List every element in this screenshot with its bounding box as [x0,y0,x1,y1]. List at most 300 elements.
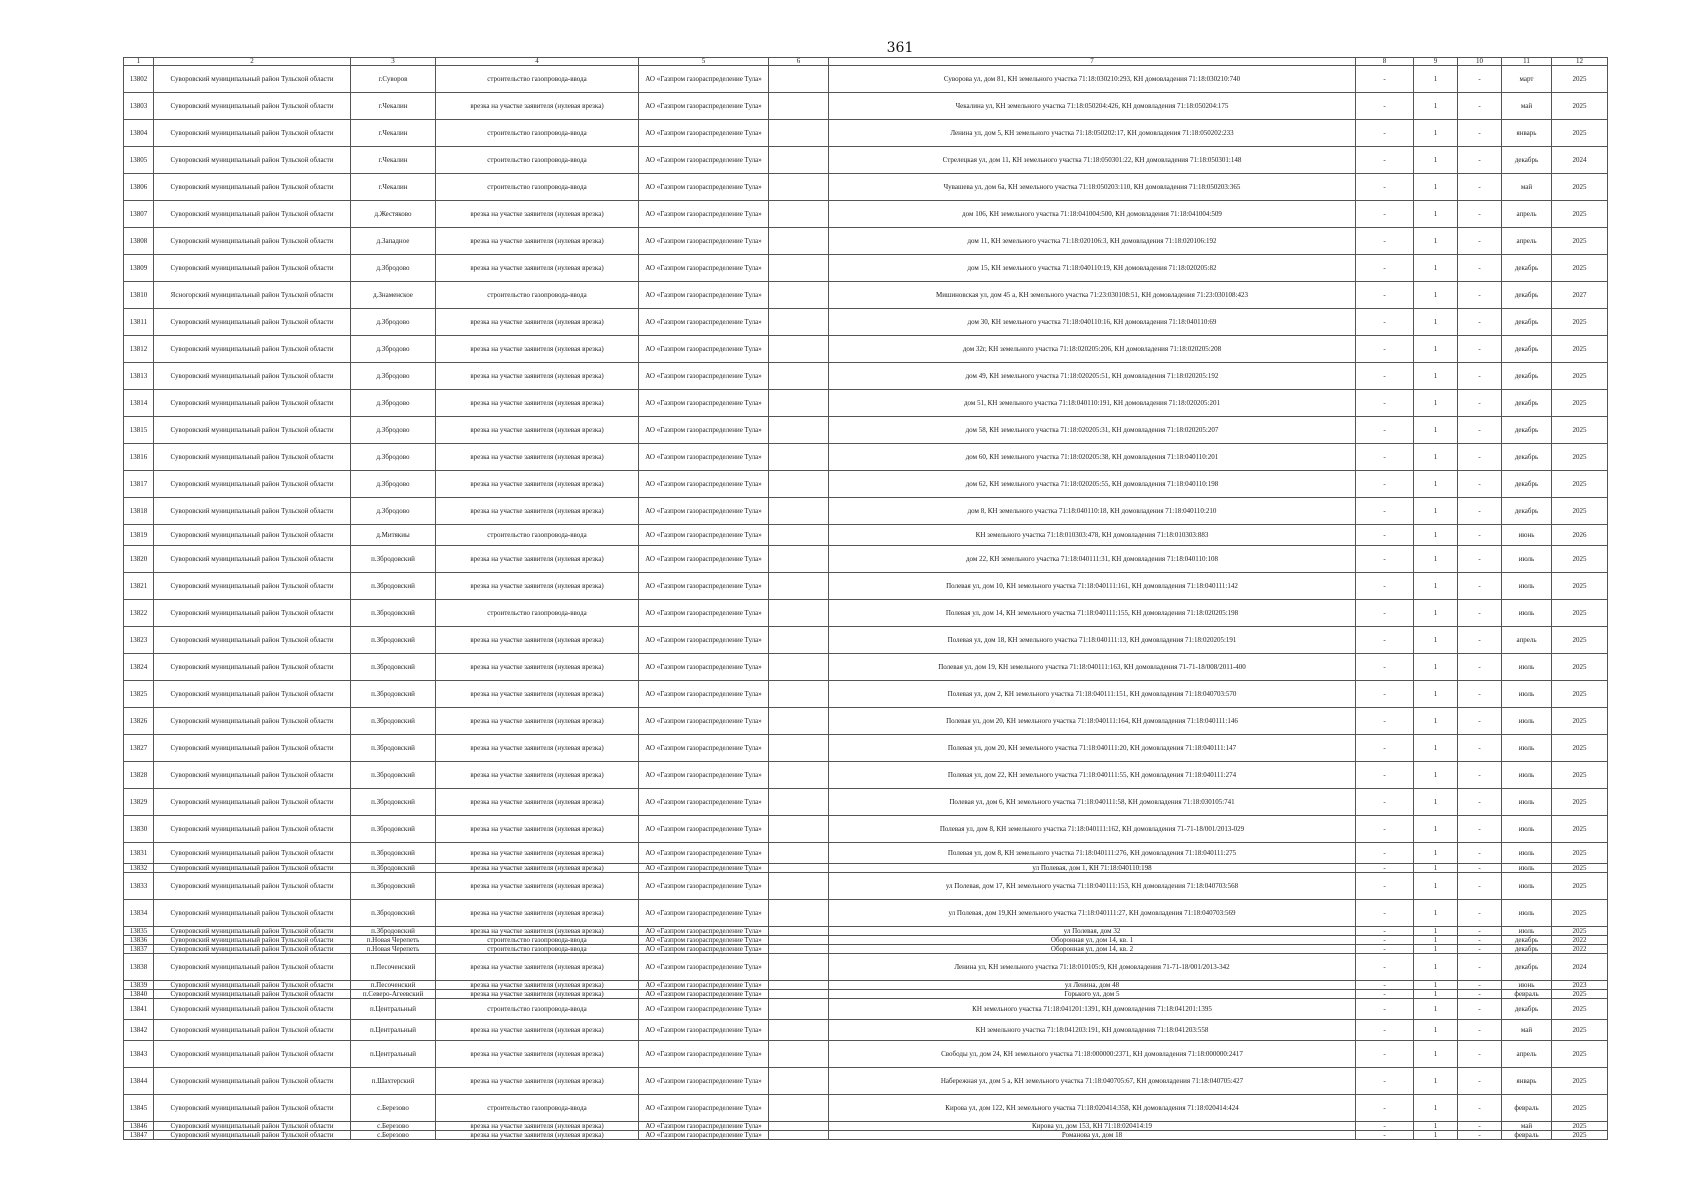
organization-cell: АО «Газпром газораспределение Тула» [639,654,769,681]
col8-cell: - [1356,843,1414,864]
quantity-cell: 1 [1414,981,1458,990]
organization-cell: АО «Газпром газораспределение Тула» [639,255,769,282]
district-cell: Суворовский муниципальный район Тульской области [154,174,351,201]
quantity-cell: 1 [1414,363,1458,390]
request-id-cell [769,309,829,336]
table-row [124,471,1608,498]
quantity-cell: 1 [1414,1095,1458,1122]
settlement-cell: д.Збродово [351,309,436,336]
table-row [124,201,1608,228]
address-cell: дом 22, КН земельного участка 71:18:040111:31, КН домовладения 71:18:040110:108 [829,546,1356,573]
address-cell: Оборонная ул, дом 14, кв. 2 [829,945,1356,954]
organization-cell: АО «Газпром газораспределение Тула» [639,228,769,255]
col8-cell: - [1356,735,1414,762]
settlement-cell: п.Центральный [351,999,436,1020]
settlement-cell: д.Збродово [351,417,436,444]
district-cell: Суворовский муниципальный район Тульской области [154,945,351,954]
request-id-cell [769,900,829,927]
month-cell: июль [1502,708,1552,735]
year-cell: 2025 [1552,573,1608,600]
settlement-cell: д.Збродово [351,471,436,498]
organization-cell: АО «Газпром газораспределение Тула» [639,843,769,864]
work-type-cell: врезка на участке заявителя (нулевая врезка) [436,93,639,120]
work-type-cell: строительство газопровода-ввода [436,174,639,201]
col8-cell: - [1356,147,1414,174]
record-number: 13847 [124,1131,154,1140]
settlement-cell: п.Збродовский [351,864,436,873]
work-type-cell: врезка на участке заявителя (нулевая врезка) [436,1122,639,1131]
col8-cell: - [1356,93,1414,120]
quantity-cell: 1 [1414,1131,1458,1140]
work-type-cell: врезка на участке заявителя (нулевая врезка) [436,471,639,498]
col8-cell: - [1356,936,1414,945]
col10-cell: - [1458,525,1502,546]
col10-cell: - [1458,735,1502,762]
settlement-cell: с.Березово [351,1131,436,1140]
address-cell: Полевая ул, дом 22, КН земельного участка 71:18:040111:55, КН домовладения 71:18:040111:274 [829,762,1356,789]
district-cell: Суворовский муниципальный район Тульской области [154,735,351,762]
quantity-cell: 1 [1414,390,1458,417]
district-cell: Суворовский муниципальный район Тульской области [154,789,351,816]
settlement-cell: д.Збродово [351,363,436,390]
organization-cell: АО «Газпром газораспределение Тула» [639,873,769,900]
organization-cell: АО «Газпром газораспределение Тула» [639,789,769,816]
settlement-cell: п.Збродовский [351,708,436,735]
year-cell: 2025 [1552,120,1608,147]
organization-cell: АО «Газпром газораспределение Тула» [639,681,769,708]
col8-cell: - [1356,954,1414,981]
organization-cell: АО «Газпром газораспределение Тула» [639,525,769,546]
record-number: 13834 [124,900,154,927]
col10-cell: - [1458,1095,1502,1122]
table-row [124,336,1608,363]
request-id-cell [769,336,829,363]
record-number: 13825 [124,681,154,708]
settlement-cell: г.Чекалин [351,147,436,174]
record-number: 13838 [124,954,154,981]
col8-cell: - [1356,1041,1414,1068]
address-cell: дом 15, КН земельного участка 71:18:040110:19, КН домовладения 71:18:020205:82 [829,255,1356,282]
address-cell: Ленина ул, КН земельного участка 71:18:010105:9, КН домовладения 71-71-18/001/2013-342 [829,954,1356,981]
work-type-cell: врезка на участке заявителя (нулевая врезка) [436,228,639,255]
settlement-cell: п.Северо-Агеевский [351,990,436,999]
month-cell: декабрь [1502,309,1552,336]
request-id-cell [769,789,829,816]
address-cell: Чекалина ул, КН земельного участка 71:18:050204:426, КН домовладения 71:18:050204:175 [829,93,1356,120]
col8-cell: - [1356,627,1414,654]
settlement-cell: п.Новая Черепеть [351,945,436,954]
quantity-cell: 1 [1414,282,1458,309]
quantity-cell: 1 [1414,735,1458,762]
quantity-cell: 1 [1414,336,1458,363]
col10-cell: - [1458,789,1502,816]
work-type-cell: строительство газопровода-ввода [436,282,639,309]
month-cell: декабрь [1502,936,1552,945]
month-cell: май [1502,93,1552,120]
year-cell: 2025 [1552,471,1608,498]
year-cell: 2025 [1552,363,1608,390]
work-type-cell: строительство газопровода-ввода [436,147,639,174]
table-row [124,66,1608,93]
request-id-cell [769,1095,829,1122]
col10-cell: - [1458,990,1502,999]
record-number: 13816 [124,444,154,471]
month-cell: июль [1502,546,1552,573]
col-header: 12 [1552,58,1608,66]
month-cell: июль [1502,927,1552,936]
register-table [123,57,1608,1140]
work-type-cell: врезка на участке заявителя (нулевая врезка) [436,816,639,843]
table-row [124,654,1608,681]
record-number: 13836 [124,936,154,945]
address-cell: Чувашева ул, дом 6а, КН земельного участка 71:18:050203:110, КН домовладения 71:18:050203:365 [829,174,1356,201]
address-cell: дом 49, КН земельного участка 71:18:020205:51, КН домовладения 71:18:020205:192 [829,363,1356,390]
col10-cell: - [1458,981,1502,990]
month-cell: декабрь [1502,147,1552,174]
quantity-cell: 1 [1414,762,1458,789]
year-cell: 2025 [1552,66,1608,93]
table-row [124,873,1608,900]
table-row [124,681,1608,708]
col-header: 5 [639,58,769,66]
address-cell: ул Ленина, дом 48 [829,981,1356,990]
table-row [124,789,1608,816]
request-id-cell [769,498,829,525]
col10-cell: - [1458,1020,1502,1041]
settlement-cell: г.Чекалин [351,120,436,147]
col10-cell: - [1458,390,1502,417]
month-cell: июль [1502,900,1552,927]
address-cell: дом 11, КН земельного участка 71:18:020106:3, КН домовладения 71:18:020106:192 [829,228,1356,255]
col8-cell: - [1356,1122,1414,1131]
record-number: 13817 [124,471,154,498]
col10-cell: - [1458,1122,1502,1131]
address-cell: Полевая ул, дом 10, КН земельного участка 71:18:040111:161, КН домовладения 71:18:040111:142 [829,573,1356,600]
month-cell: декабрь [1502,390,1552,417]
district-cell: Суворовский муниципальный район Тульской области [154,147,351,174]
record-number: 13831 [124,843,154,864]
address-cell: дом 8, КН земельного участка 71:18:040110:18, КН домовладения 71:18:040110:210 [829,498,1356,525]
year-cell: 2025 [1552,1131,1608,1140]
year-cell: 2025 [1552,654,1608,681]
record-number: 13846 [124,1122,154,1131]
quantity-cell: 1 [1414,627,1458,654]
table-row [124,546,1608,573]
address-cell: Полевая ул, дом 6, КН земельного участка 71:18:040111:58, КН домовладения 71:18:030105:741 [829,789,1356,816]
settlement-cell: п.Збродовский [351,546,436,573]
organization-cell: АО «Газпром газораспределение Тула» [639,999,769,1020]
quantity-cell: 1 [1414,873,1458,900]
district-cell: Суворовский муниципальный район Тульской области [154,1095,351,1122]
work-type-cell: врезка на участке заявителя (нулевая врезка) [436,981,639,990]
request-id-cell [769,1068,829,1095]
organization-cell: АО «Газпром газораспределение Тула» [639,735,769,762]
district-cell: Суворовский муниципальный район Тульской области [154,525,351,546]
record-number: 13805 [124,147,154,174]
organization-cell: АО «Газпром газораспределение Тула» [639,66,769,93]
quantity-cell: 1 [1414,945,1458,954]
request-id-cell [769,816,829,843]
table-row [124,573,1608,600]
request-id-cell [769,525,829,546]
col10-cell: - [1458,573,1502,600]
request-id-cell [769,927,829,936]
settlement-cell: д.Збродово [351,444,436,471]
col-header: 6 [769,58,829,66]
record-number: 13823 [124,627,154,654]
work-type-cell: врезка на участке заявителя (нулевая врезка) [436,843,639,864]
year-cell: 2027 [1552,282,1608,309]
district-cell: Суворовский муниципальный район Тульской области [154,999,351,1020]
quantity-cell: 1 [1414,816,1458,843]
record-number: 13802 [124,66,154,93]
col10-cell: - [1458,600,1502,627]
work-type-cell: строительство газопровода-ввода [436,66,639,93]
record-number: 13827 [124,735,154,762]
organization-cell: АО «Газпром газораспределение Тула» [639,1068,769,1095]
quantity-cell: 1 [1414,444,1458,471]
district-cell: Ясногорский муниципальный район Тульской области [154,282,351,309]
col10-cell: - [1458,900,1502,927]
month-cell: май [1502,174,1552,201]
record-number: 13818 [124,498,154,525]
col8-cell: - [1356,363,1414,390]
record-number: 13828 [124,762,154,789]
col8-cell: - [1356,1068,1414,1095]
request-id-cell [769,174,829,201]
work-type-cell: строительство газопровода-ввода [436,1095,639,1122]
record-number: 13804 [124,120,154,147]
work-type-cell: строительство газопровода-ввода [436,936,639,945]
district-cell: Суворовский муниципальный район Тульской области [154,120,351,147]
district-cell: Суворовский муниципальный район Тульской области [154,954,351,981]
settlement-cell: п.Песоченский [351,954,436,981]
year-cell: 2026 [1552,525,1608,546]
request-id-cell [769,147,829,174]
organization-cell: АО «Газпром газораспределение Тула» [639,147,769,174]
settlement-cell: д.Западное [351,228,436,255]
quantity-cell: 1 [1414,600,1458,627]
settlement-cell: д.Митякиы [351,525,436,546]
work-type-cell: врезка на участке заявителя (нулевая врезка) [436,954,639,981]
year-cell: 2025 [1552,546,1608,573]
table-row [124,990,1608,999]
address-cell: Полевая ул, дом 8, КН земельного участка 71:18:040111:276, КН домовладения 71:18:040111:275 [829,843,1356,864]
col10-cell: - [1458,945,1502,954]
request-id-cell [769,945,829,954]
month-cell: декабрь [1502,282,1552,309]
year-cell: 2025 [1552,498,1608,525]
record-number: 13830 [124,816,154,843]
col8-cell: - [1356,444,1414,471]
district-cell: Суворовский муниципальный район Тульской области [154,816,351,843]
col10-cell: - [1458,627,1502,654]
col10-cell: - [1458,120,1502,147]
quantity-cell: 1 [1414,900,1458,927]
address-cell: дом 32г, КН земельного участка 71:18:020205:206, КН домовладения 71:18:020205:208 [829,336,1356,363]
table-row [124,927,1608,936]
month-cell: июль [1502,843,1552,864]
address-cell: дом 60, КН земельного участка 71:18:020205:38, КН домовладения 71:18:040110:201 [829,444,1356,471]
record-number: 13814 [124,390,154,417]
col10-cell: - [1458,66,1502,93]
address-cell: КН земельного участка 71:18:010303:478, КН домовладения 71:18:010303:883 [829,525,1356,546]
organization-cell: АО «Газпром газораспределение Тула» [639,708,769,735]
col10-cell: - [1458,471,1502,498]
record-number: 13840 [124,990,154,999]
work-type-cell: врезка на участке заявителя (нулевая врезка) [436,627,639,654]
table-row [124,600,1608,627]
year-cell: 2025 [1552,1095,1608,1122]
col10-cell: - [1458,363,1502,390]
record-number: 13832 [124,864,154,873]
organization-cell: АО «Газпром газораспределение Тула» [639,1020,769,1041]
year-cell: 2025 [1552,816,1608,843]
col10-cell: - [1458,147,1502,174]
month-cell: декабрь [1502,471,1552,498]
request-id-cell [769,1122,829,1131]
col10-cell: - [1458,708,1502,735]
work-type-cell: врезка на участке заявителя (нулевая врезка) [436,900,639,927]
work-type-cell: строительство газопровода-ввода [436,525,639,546]
col8-cell: - [1356,945,1414,954]
col8-cell: - [1356,66,1414,93]
year-cell: 2025 [1552,336,1608,363]
work-type-cell: врезка на участке заявителя (нулевая врезка) [436,735,639,762]
district-cell: Суворовский муниципальный район Тульской области [154,708,351,735]
address-cell: дом 30, КН земельного участка 71:18:040110:16, КН домовладения 71:18:040110:69 [829,309,1356,336]
table-row [124,282,1608,309]
organization-cell: АО «Газпром газораспределение Тула» [639,93,769,120]
address-cell: КН земельного участка 71:18:041201:1391, КН домовладения 71:18:041201:1395 [829,999,1356,1020]
quantity-cell: 1 [1414,546,1458,573]
district-cell: Суворовский муниципальный район Тульской области [154,900,351,927]
col8-cell: - [1356,174,1414,201]
work-type-cell: врезка на участке заявителя (нулевая врезка) [436,1131,639,1140]
table-row [124,936,1608,945]
year-cell: 2025 [1552,927,1608,936]
work-type-cell: врезка на участке заявителя (нулевая врезка) [436,654,639,681]
record-number: 13833 [124,873,154,900]
district-cell: Суворовский муниципальный район Тульской области [154,627,351,654]
work-type-cell: врезка на участке заявителя (нулевая врезка) [436,417,639,444]
request-id-cell [769,93,829,120]
work-type-cell: врезка на участке заявителя (нулевая врезка) [436,990,639,999]
col8-cell: - [1356,681,1414,708]
organization-cell: АО «Газпром газораспределение Тула» [639,1041,769,1068]
record-number: 13819 [124,525,154,546]
table-row [124,147,1608,174]
table-row [124,309,1608,336]
year-cell: 2025 [1552,600,1608,627]
year-cell: 2025 [1552,999,1608,1020]
column-number-row [124,58,1608,66]
work-type-cell: врезка на участке заявителя (нулевая врезка) [436,573,639,600]
year-cell: 2025 [1552,627,1608,654]
organization-cell: АО «Газпром газораспределение Тула» [639,444,769,471]
work-type-cell: врезка на участке заявителя (нулевая врезка) [436,309,639,336]
district-cell: Суворовский муниципальный район Тульской области [154,600,351,627]
settlement-cell: п.Збродовский [351,873,436,900]
district-cell: Суворовский муниципальный район Тульской области [154,981,351,990]
record-number: 13824 [124,654,154,681]
month-cell: март [1502,66,1552,93]
request-id-cell [769,120,829,147]
request-id-cell [769,471,829,498]
settlement-cell: д.Збродово [351,336,436,363]
settlement-cell: п.Новая Черепеть [351,936,436,945]
settlement-cell: г.Суворов [351,66,436,93]
organization-cell: АО «Газпром газораспределение Тула» [639,390,769,417]
district-cell: Суворовский муниципальный район Тульской области [154,1020,351,1041]
month-cell: июль [1502,864,1552,873]
table-row [124,255,1608,282]
address-cell: Горького ул, дом 5 [829,990,1356,999]
year-cell: 2025 [1552,93,1608,120]
organization-cell: АО «Газпром газораспределение Тула» [639,282,769,309]
request-id-cell [769,981,829,990]
table-row [124,1131,1608,1140]
table-row [124,708,1608,735]
col10-cell: - [1458,336,1502,363]
record-number: 13815 [124,417,154,444]
year-cell: 2025 [1552,390,1608,417]
address-cell: КН земельного участка 71:18:041203:191, КН домовладения 71:18:041203:558 [829,1020,1356,1041]
work-type-cell: врезка на участке заявителя (нулевая врезка) [436,336,639,363]
work-type-cell: врезка на участке заявителя (нулевая врезка) [436,681,639,708]
col8-cell: - [1356,525,1414,546]
col-header: 11 [1502,58,1552,66]
district-cell: Суворовский муниципальный район Тульской области [154,93,351,120]
organization-cell: АО «Газпром газораспределение Тула» [639,573,769,600]
quantity-cell: 1 [1414,174,1458,201]
record-number: 13811 [124,309,154,336]
col10-cell: - [1458,864,1502,873]
address-cell: Мишиновская ул, дом 45 а, КН земельного участка 71:23:030108:51, КН домовладения 71:23:030108:423 [829,282,1356,309]
settlement-cell: г.Чекалин [351,174,436,201]
request-id-cell [769,864,829,873]
organization-cell: АО «Газпром газораспределение Тула» [639,363,769,390]
year-cell: 2025 [1552,255,1608,282]
organization-cell: АО «Газпром газораспределение Тула» [639,1131,769,1140]
table-row [124,816,1608,843]
table-row [124,444,1608,471]
quantity-cell: 1 [1414,864,1458,873]
record-number: 13809 [124,255,154,282]
month-cell: декабрь [1502,336,1552,363]
request-id-cell [769,282,829,309]
month-cell: май [1502,1122,1552,1131]
organization-cell: АО «Газпром газораспределение Тула» [639,816,769,843]
year-cell: 2025 [1552,789,1608,816]
year-cell: 2025 [1552,1020,1608,1041]
col-header: 4 [436,58,639,66]
request-id-cell [769,999,829,1020]
district-cell: Суворовский муниципальный район Тульской области [154,936,351,945]
col10-cell: - [1458,498,1502,525]
district-cell: Суворовский муниципальный район Тульской области [154,471,351,498]
col8-cell: - [1356,708,1414,735]
settlement-cell: п.Збродовский [351,600,436,627]
table-row [124,363,1608,390]
quantity-cell: 1 [1414,1041,1458,1068]
table-row [124,1041,1608,1068]
record-number: 13844 [124,1068,154,1095]
settlement-cell: д.Збродово [351,390,436,417]
quantity-cell: 1 [1414,573,1458,600]
request-id-cell [769,843,829,864]
month-cell: декабрь [1502,954,1552,981]
